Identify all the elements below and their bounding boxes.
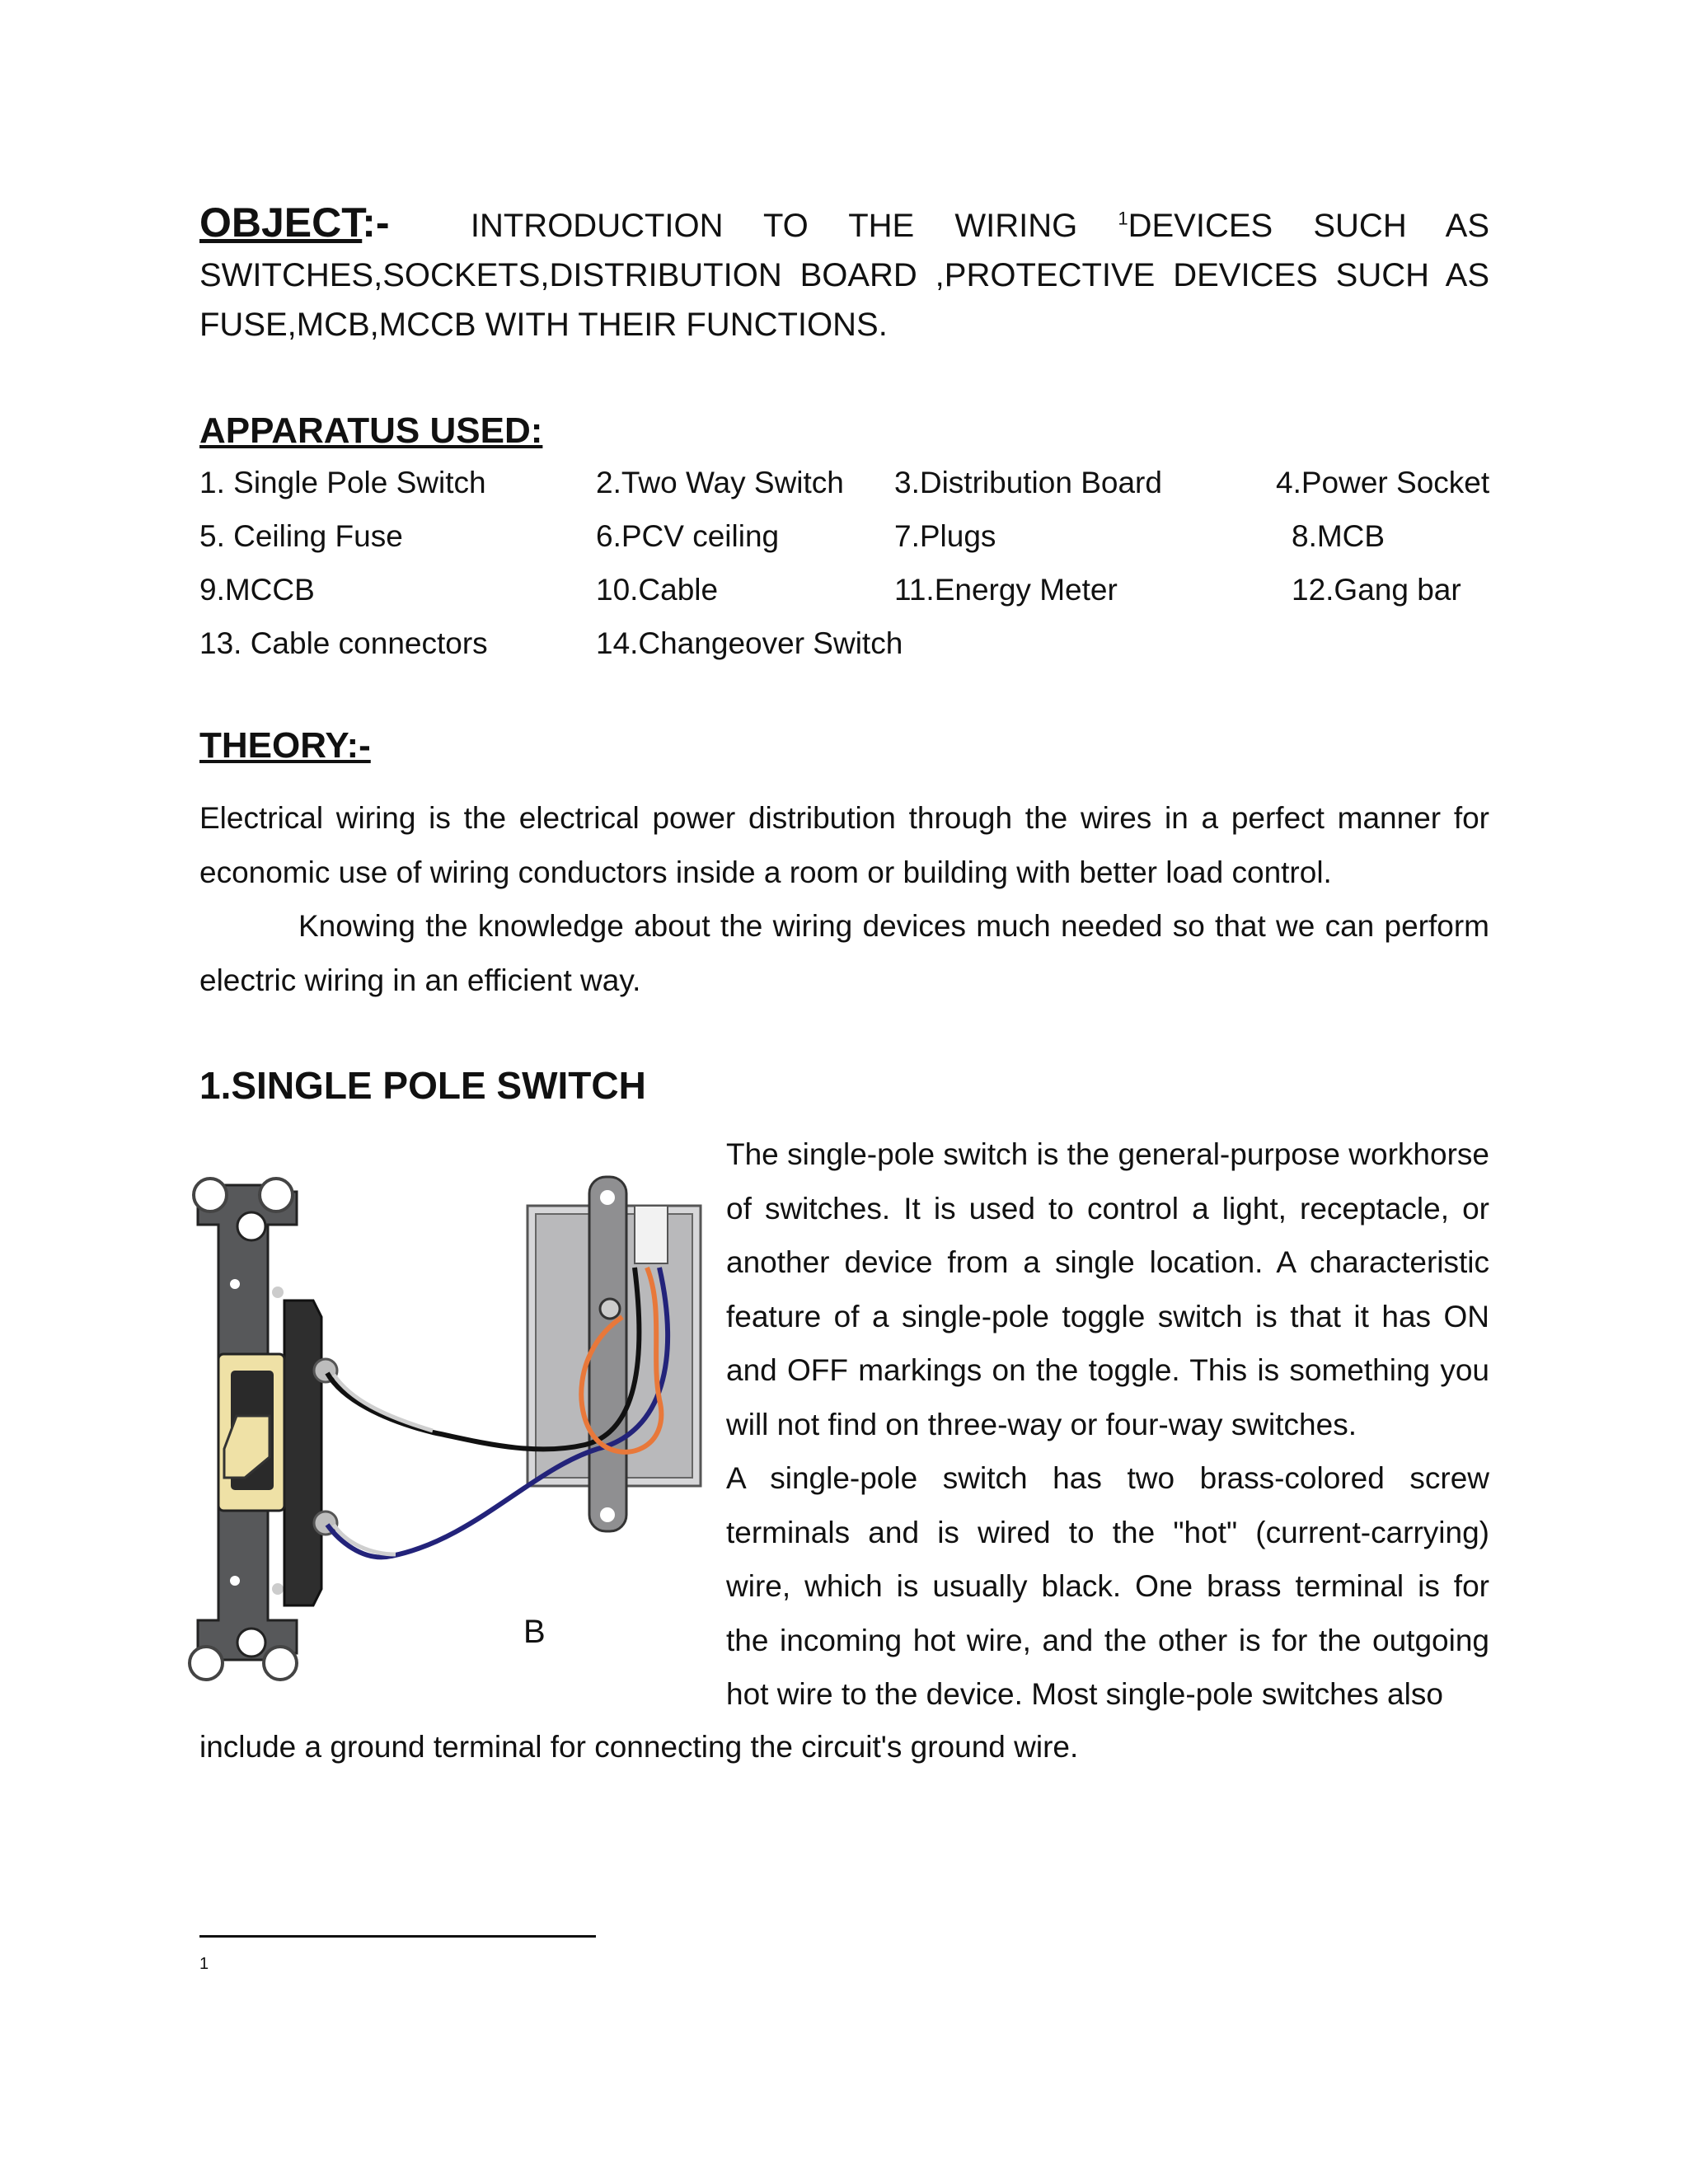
footnote-number: 1 [199,1955,209,1973]
apparatus-row [199,466,1489,507]
apparatus-item: 6.PCV ceiling [596,519,780,553]
toggle-housing [218,1354,284,1511]
apparatus-item: 5. Ceiling Fuse [199,519,403,553]
footnote-reference[interactable]: 1 [1118,208,1128,229]
apparatus-row [199,626,1489,668]
apparatus-row [199,519,1489,560]
apparatus-heading: APPARATUS USED: [199,410,543,451]
single-pole-paragraph-2: A single-pole switch has two brass-colored screw terminals and is wired to the "hot" (current-carrying) wire, which is usually black. One brass terminal is for the incoming hot wire, and the other is for the outgoing hot wire to the device. Most single-pole switches also [726,1461,1489,1711]
apparatus-item: 11.Energy Meter [894,573,1118,607]
apparatus-row [199,573,1489,614]
apparatus-item: 13. Cable connectors [199,626,488,660]
footnote-rule [199,1935,596,1938]
object-separator: :- [362,199,390,246]
apparatus-item: 9.MCCB [199,573,315,607]
apparatus-item: 1. Single Pole Switch [199,466,486,499]
object-heading: OBJECT [199,199,363,246]
insulation-stub [334,1375,433,1431]
single-pole-heading: 1.SINGLE POLE SWITCH [199,1064,646,1107]
apparatus-item: 8.MCB [1292,519,1386,553]
theory-heading: THEORY:- [199,725,371,766]
apparatus-item: 3.Distribution Board [894,466,1162,499]
apparatus-item: 7.Plugs [894,519,996,553]
apparatus-item: 4.Power Socket [1276,466,1490,499]
single-pole-text [726,1127,1489,1722]
theory-paragraph-1: Electrical wiring is the electrical power distribution through the wires in a perfect manner for economic use of wiring conductors inside a room or building with better load control. [199,801,1489,889]
apparatus-item: 12.Gang bar [1292,573,1461,607]
switch-body-side [284,1301,321,1605]
object-text-2: DEVICES SUCH AS SWITCHES,SOCKETS,DISTRIBUTION BOARD ,PROTECTIVE DEVICES SUCH AS FUSE,MCB,MCCB WITH THEIR FUNCTIONS. [199,208,1489,343]
electrical-box [528,1177,701,1531]
object-text-1: INTRODUCTION TO THE WIRING [470,208,1118,244]
apparatus-item: 10.Cable [596,573,719,607]
single-pole-switch-illustration [185,1169,705,1696]
figure-label: B [523,1614,546,1650]
apparatus-item: 2.Two Way Switch [596,466,844,499]
single-pole-paragraph-2-end: include a ground terminal for connecting the circuit's ground wire. [199,1730,1079,1764]
theory-text [199,791,1489,1007]
object-section [199,198,1489,349]
apparatus-item: 14.Changeover Switch [596,626,903,660]
single-pole-paragraph-1: The single-pole switch is the general-purpose workhorse of switches. It is used to control a light, receptacle, or another device from a single location. A characteristic feature of a single-pole toggle switch is that it has ON and OFF markings on the toggle. This is something you will not find on three-way or four-way switches. [726,1137,1489,1441]
theory-paragraph-2: Knowing the knowledge about the wiring devices much needed so that we can perform electric wiring in an efficient way. [199,909,1489,997]
